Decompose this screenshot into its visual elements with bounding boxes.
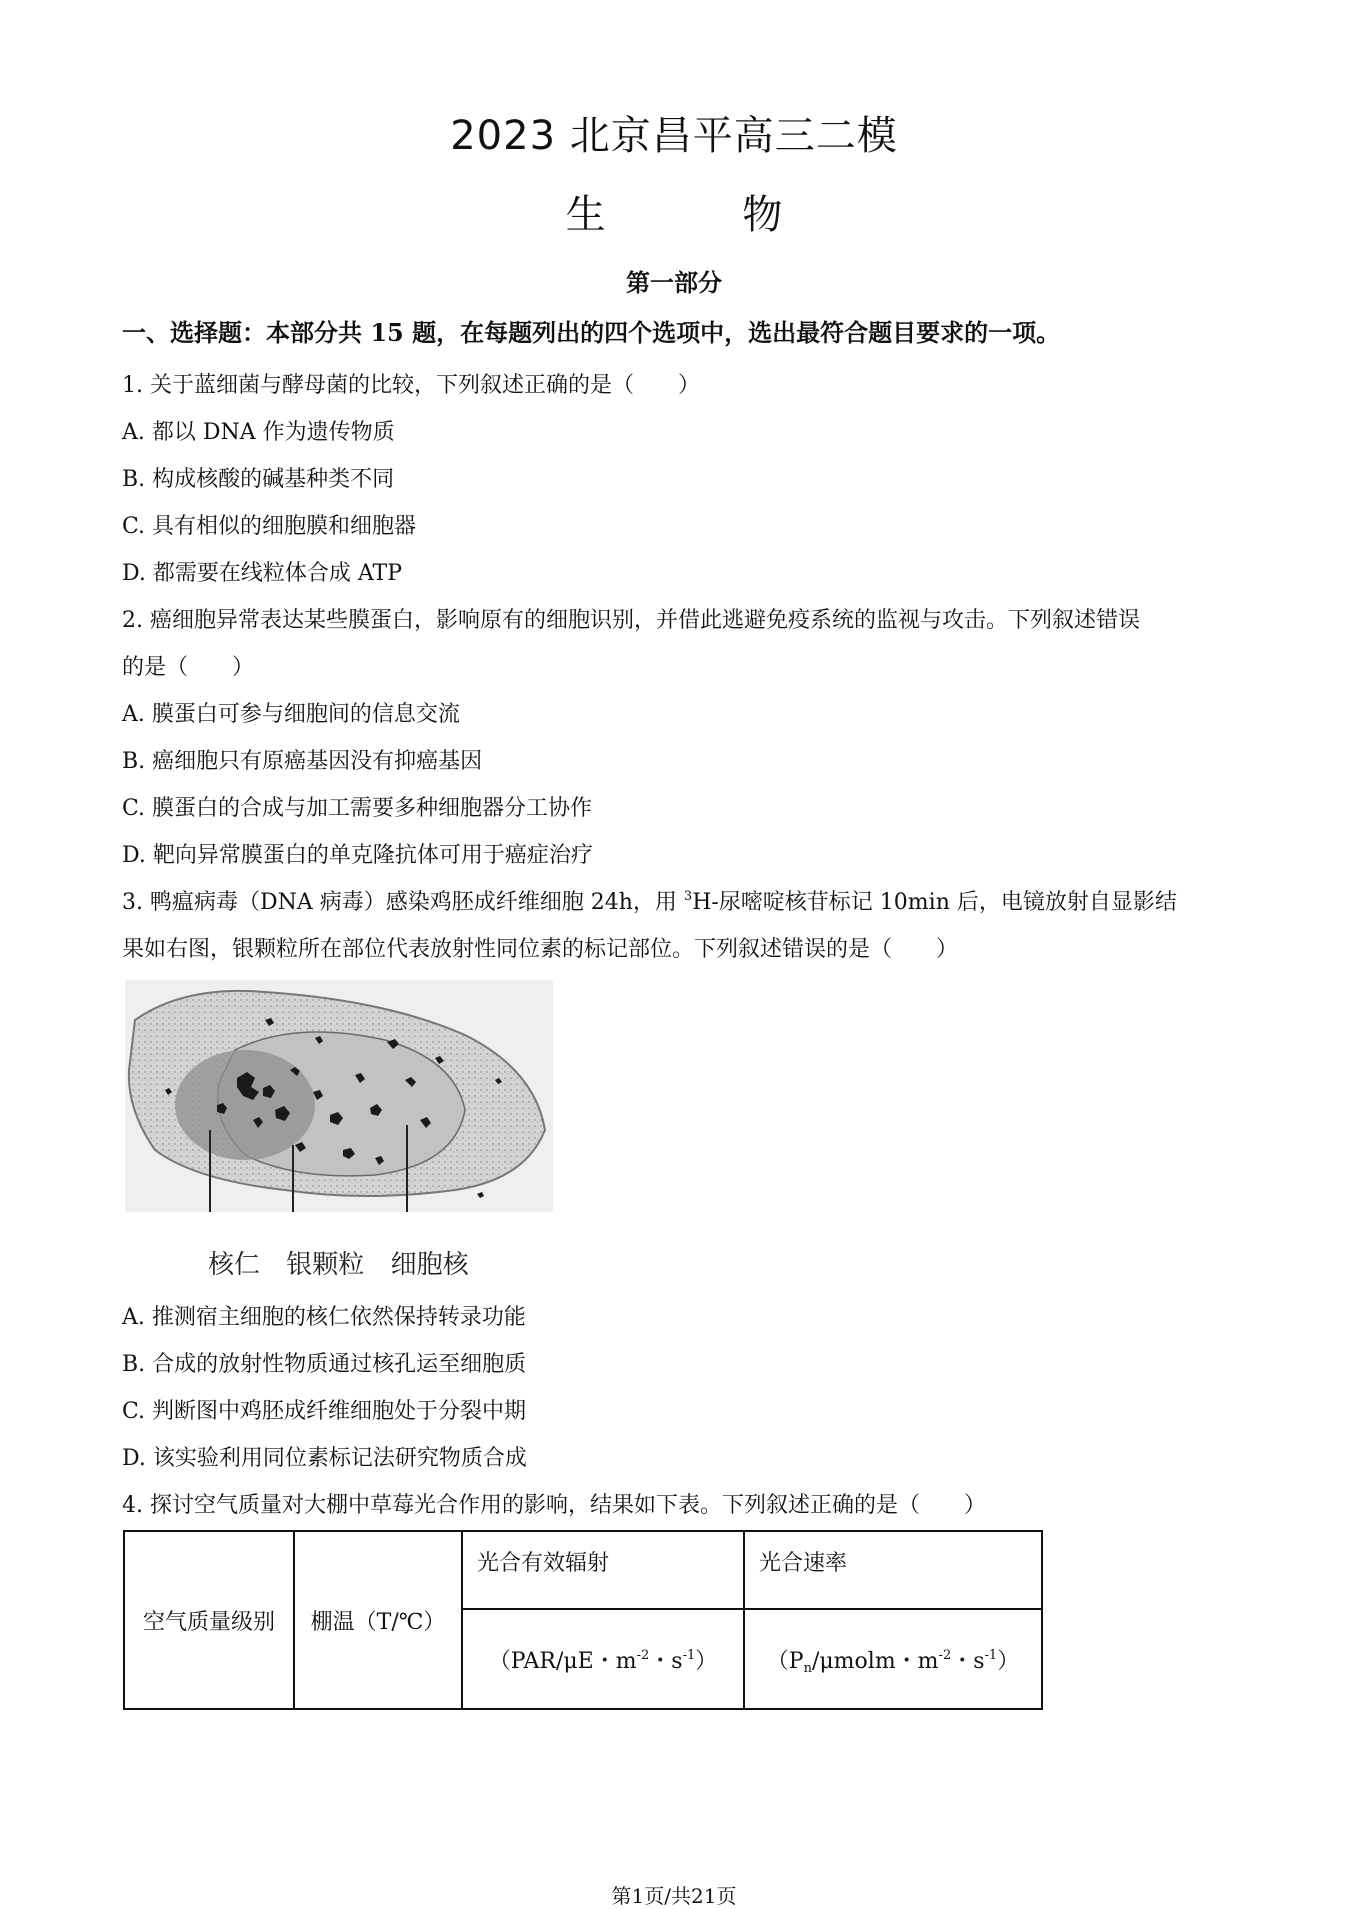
figure-labels (208, 1244, 487, 1281)
pn-unit: （$P_n$/μmolm・$m^{-2}$・$s^{-1}$） (744, 1609, 1042, 1709)
page-footer: 第1页/共21页 (611, 1884, 737, 1908)
par-unit: （PAR/μE・$m^{-2}$・$s^{-1}$） (462, 1609, 744, 1709)
q2-stem-line1: 2. 癌细胞异常表达某些膜蛋白，影响原有的细胞识别，并借此逃避免疫系统的监视与攻击。下列叙述错误 (122, 608, 1140, 633)
header-temperature: 棚温（T/℃） (294, 1531, 462, 1709)
q2-option-a: A. 膜蛋白可参与细胞间的信息交流 (122, 702, 460, 727)
q3-option-c: C. 判断图中鸡胚成纤维细胞处于分裂中期 (122, 1399, 527, 1424)
q3-stem-line1: 3. 鸭瘟病毒（DNA 病毒）感染鸡胚成纤维细胞 24h，用 $^3$H-尿嘧啶核苷标记 10min 后，电镜放射自显影结 (122, 889, 1177, 915)
q2-option-c: C. 膜蛋白的合成与加工需要多种细胞器分工协作 (122, 796, 593, 821)
q3-option-b: B. 合成的放射性物质通过核孔运至细胞质 (122, 1352, 527, 1377)
micrograph-image (125, 980, 553, 1212)
q4-stem: 4. 探讨空气质量对大棚中草莓光合作用的影响，结果如下表。下列叙述正确的是（ ） (122, 1493, 986, 1518)
q2-option-d: D. 靶向异常膜蛋白的单克隆抗体可用于癌症治疗 (122, 843, 593, 868)
part-heading: 第一部分 (626, 268, 722, 297)
q1-option-c: C. 具有相似的细胞膜和细胞器 (122, 514, 417, 539)
header-par: 光合有效辐射 (462, 1531, 744, 1609)
q1-option-b: B. 构成核酸的碱基种类不同 (122, 467, 395, 492)
q3-stem-line2: 果如右图，银颗粒所在部位代表放射性同位素的标记部位。下列叙述错误的是（ ） (122, 937, 959, 962)
label-nucleolus: 核仁 (208, 1250, 261, 1280)
section-heading: 一、选择题：本部分共 15 题，在每题列出的四个选项中，选出最符合题目要求的一项。 (122, 318, 1061, 347)
q3-option-a: A. 推测宿主细胞的核仁依然保持转录功能 (122, 1305, 526, 1330)
q2-option-b: B. 癌细胞只有原癌基因没有抑癌基因 (122, 749, 483, 774)
label-nucleus: 细胞核 (390, 1250, 469, 1280)
subject-title: 生 物 (565, 192, 845, 238)
header-pn: 光合速率 (744, 1531, 1042, 1609)
exam-title: 2023 北京昌平高三二模 (450, 113, 898, 159)
label-silver-grain: 银颗粒 (286, 1250, 365, 1280)
q1-option-a: A. 都以 DNA 作为遗传物质 (122, 420, 395, 445)
data-table (123, 1530, 1043, 1710)
header-air-quality: 空气质量级别 (124, 1531, 294, 1709)
q1-option-d: D. 都需要在线粒体合成 ATP (122, 561, 402, 586)
q2-stem-line2: 的是（ ） (122, 655, 255, 680)
q3-option-d: D. 该实验利用同位素标记法研究物质合成 (122, 1446, 527, 1471)
q1-stem: 1. 关于蓝细菌与酵母菌的比较，下列叙述正确的是（ ） (122, 373, 700, 398)
